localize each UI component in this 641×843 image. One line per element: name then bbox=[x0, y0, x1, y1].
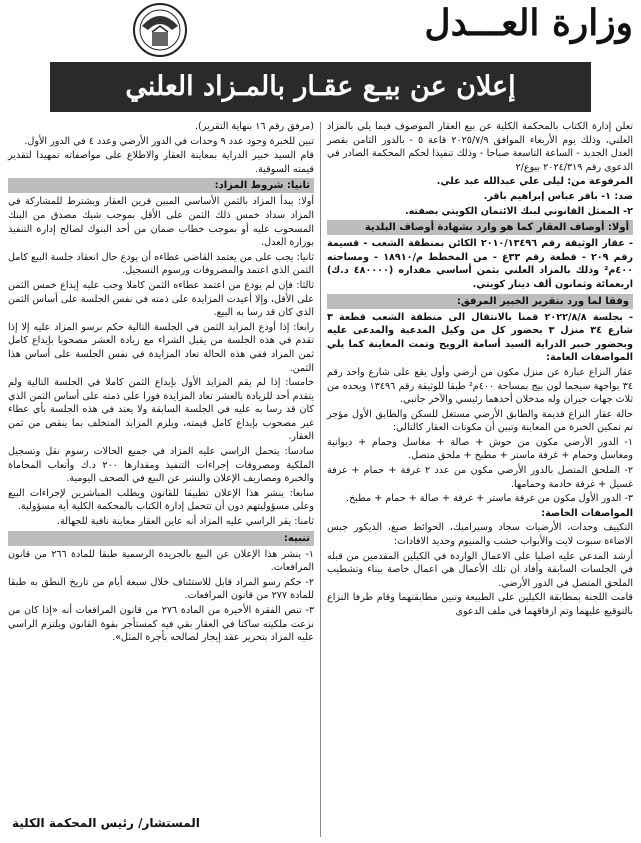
condition-8: ثامنا: يقر الراسي عليه المزاد أنه عاين العقار معاينة نافية للجهالة. bbox=[56, 516, 314, 528]
column-divider bbox=[320, 122, 321, 837]
special-specs: التكييف وحدات، الأرضيات سجاد وسيراميك، الحوائط صبغ، الديكور جبس الاضاءة سبوت لايت والأبواب خشب والمنيوم وحديد الافادات: bbox=[327, 522, 633, 548]
units-count: تبين للخبرة وجود عدد ٩ وحدات في الدور الأرضي وعدد ٤ في الدور الأول. bbox=[24, 135, 314, 147]
signature: المستشار/ رئيس المحكمة الكلية bbox=[12, 816, 200, 830]
defendant-1: ضد: ١- باقر عباس إبراهيم باقر. bbox=[483, 190, 633, 202]
committee-statement: قامت اللجنة بمطابقة الكيلين على الطبيعة وتبين مطابقتهما وقام طرفا النزاع بالتوقيع عليهما وتم ارفاقهما في ملف الدعوى bbox=[327, 592, 633, 617]
section-auction-conditions: ثانيا: شروط المزاد: bbox=[8, 178, 314, 193]
right-column bbox=[327, 120, 633, 620]
condition-1: أولا: يبدأ المزاد بالثمن الأساسي المبين قرين العقار ويشترط للمشاركة في المزاد سداد خمس ذلك الثمن على الأقل بموجب شيك مصدق من البنك المسحوب عليه أو بموجب خطاب ضمان من أحد البنوك لصالح إدارة التنفيذ بوزارة العدل. bbox=[8, 196, 314, 249]
ground-floor: ١- الدور الأرضي مكون من حوش + صالة + مغاسل وحمام + ديوانية ومغاسل وحمام + غرفة ماستر + مطبخ + ملحق متصل. bbox=[327, 436, 633, 462]
plaintiff-text: المرفوعة من: ليلى علي عبدالله عبد علي. bbox=[436, 176, 633, 188]
first-floor: ٣- الدور الأول مكون من غرفة ماستر + غرفة + صالة + حمام + مطبخ. bbox=[346, 493, 633, 505]
condition-7: سابعا: ينشر هذا الإعلان تطبيقا للقانون ويطلب المباشرين لإجراءات البيع وعلى مسؤوليتهم دون أن تتحمل إدارة الكتاب بالمحكمة الكلية أية مسؤولية. bbox=[8, 487, 314, 513]
condition-4: رابعا: إذا أودع المزايد الثمن في الجلسة التالية حكم برسو المزاد عليه إلا إذا تقدم في هذه الجلسة من يقبل الشراء مع زيادة العشر مصحوبا بإيداع كامل ثمن المزاد ففي هذه الحالة تعاد المزايدة في نفس الجلسة على أساس هذا الثمن. bbox=[8, 321, 314, 374]
header bbox=[0, 0, 641, 62]
notice-3: ٣- تنص الفقرة الأخيرة من المادة ٢٧٦ من قانون المرافعات أنه «إذا كان من نزعت ملكيته ساكنا في العقار بقي فيه كمستأجر بقوة القانون ويلتزم الراسي عليه المزاد بتحرير عقد إيجار لصالحه بأجرة المثل». bbox=[8, 605, 314, 644]
defendant-statement: أرشد المدعي عليه اصليا على الاعمال الواردة في الكيلين المقدمين من قبله في الجلسات السابقة وأفاد ان تلك الأعمال هي اعمال خاصة ببناء وتشطيب الملحق المتصل في الدور الأرضي. bbox=[327, 550, 633, 589]
condition-3: ثالثا: فإن لم يودع من اعتمد عطاءه الثمن كاملا وجب عليه إيداع خمس الثمن على الأقل، وإلا أعيدت المزايدة على ذمته في نفس الجلسة على أساس الثمن الذي كان قد رسا به البيع. bbox=[8, 279, 314, 319]
state-emblem-icon bbox=[130, 0, 190, 58]
notice-1: ١- ينشر هذا الإعلان عن البيع بالجريدة الرسمية طبقا للمادة ٢٦٦ من قانون المرافعات. bbox=[8, 548, 314, 574]
condition-5: خامسا: إذا لم يقم المزايد الأول بإيداع الثمن كاملا في الجلسة التالية ولم يتقدم أحد للزيادة بالعشر تعاد المزايدة فورا على ذمته على أساس الثمن الذي كان قد رسا به عليه في الجلسة السابقة ولا يعتد في هذه الجلسة بأي عطاء غير مصحوب بإيداع كامل قيمته، ويلزم المزايد المتخلف بما ينقص من ثمن العقار. bbox=[8, 377, 314, 443]
defendant-2: ٢- الممثل القانوني لبنك الائتمان الكويتي بصفته. bbox=[404, 205, 633, 217]
notice-2: ٢- حكم رسو المزاد قابل للاستئناف خلال سبعة أيام من تاريخ النطق به طبقا للمادة ٢٧٧ من قانون المرافعات. bbox=[8, 576, 314, 602]
property-details: - عقار الوثيقة رقم ٢٠١٠/١٣٤٩٦ الكائن بمنطقة الشعب - قسيمة رقم ٢٠٩ - قطعة رقم ٣٣غ - من المخطط م/١٨٩١٠ - ومساحته ٤٠٠م² وذلك بالمزاد العلني بثمن أساسي مقداره (٤٨٠٠٠٠ د.ك) اربعمائة وثمانون ألف دينار كويتي. bbox=[327, 238, 633, 290]
section-notice: تنبيه: bbox=[8, 531, 314, 546]
valuation-note: قام السيد خبير الدراية بمعاينة العقار والاطلاع على مواصفاته تمهيدا لتقدير قيمته السوقية. bbox=[8, 150, 314, 175]
announcement-banner: إعلان عن بيـع عقـار بالمـزاد العلني bbox=[50, 62, 591, 112]
expert-visit: - بجلسة ٢٠٢٢/٨/٨ قمنا بالانتقال الى منطقة الشعب قطعة ٣ شارع ٣٤ منزل ٣ بحضور كل من وكيل المدعية والمدعى عليه وبحضور خبير الدراية السيد أسامة الرويح وتمت المعاينة كما يلي المواصفات العامة: bbox=[327, 311, 633, 364]
condition-2: ثانيا: يجب على من يعتمد القاضي عطاءه أن يودع حال انعقاد جلسة البيع كامل الثمن الذي اعتمد والمصروفات ورسوم التسجيل. bbox=[8, 251, 314, 277]
property-summary: عقار النزاع عبارة عن منزل مكون من أرضي وأول يقع على شارع واحد رقم ٣٤ بواجهة سيجما لون بيج بمساحة ٤٠٠م² طبقا للوثيقة رقم ١٣٤٩٦ ويحده من ثلاث جهات جيران وله مدخلان أحدهما رئيسي والآخر جانبي. bbox=[327, 366, 633, 406]
left-column bbox=[8, 120, 314, 646]
section-property-description: أولا: أوصاف العقار كما هو وارد بشهادة أوصاف البلدية bbox=[327, 220, 633, 235]
special-specs-title: المواصفات الخاصة: bbox=[541, 507, 633, 519]
condition-6: سادسا: يتحمل الراسي عليه المزاد في جميع الحالات رسوم نقل وتسجيل الملكية ومصروفات إجراءات التنفيذ ومقدارها ٢٠٠ د.ك وأتعاب المحاماة والخبرة ومصاريف الإعلان والنشر عن البيع في الصحف اليومية. bbox=[8, 446, 314, 485]
property-condition: حالة عقار النزاع قديمة والطابق الأرضي مستغل للسكن والطابق الأول مؤجر تم تمكين الخبرة من المعاينة وتبين أن مكونات العقار كالتالي: bbox=[327, 408, 633, 434]
intro-text: تعلن إدارة الكتاب بالمحكمة الكلية عن بيع العقار الموصوف فيما يلي بالمزاد العلني، وذلك يوم الأربعاء الموافق ٢٠٢٥/٧/٩ قاعة ٥ - بالدور الثامن بقصر العدل الجديد - الساعة التاسعة صباحا - وذلك تنفيذا لحكم المحكمة الصادر في الدعوى رقم ٢٠٢٤/٣١٩ بيوع/٢ bbox=[327, 121, 633, 173]
ministry-title: وزارة العـــدل bbox=[424, 2, 633, 44]
attachment-note: (مرفق رقم ١٦ بنهاية التقرير). bbox=[195, 121, 314, 132]
annex: ٢- الملحق المتصل بالدور الأرضي مكون من عدد ٢ غرفة + حمام + غرفة غسيل + غرفة خادمة وحمامها. bbox=[327, 465, 634, 490]
section-expert-report: وفقا لما ورد بتقرير الخبير المرفق: bbox=[327, 294, 633, 309]
